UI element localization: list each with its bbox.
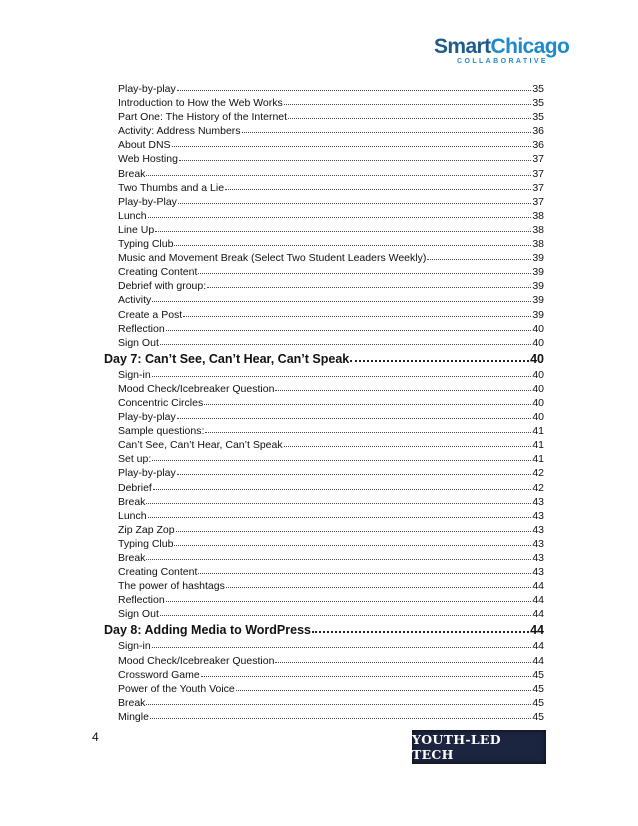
toc-entry[interactable] <box>104 251 544 265</box>
toc-entry[interactable] <box>104 124 544 138</box>
toc-leader-dots <box>177 409 532 419</box>
toc-leader-dots <box>198 264 531 274</box>
toc-entry-title: Two Thumbs and a Lie <box>118 181 225 194</box>
toc-entry-title: Sign Out <box>118 608 159 621</box>
logo-word-smart: Smart <box>434 35 491 58</box>
toc-page-number: 39 <box>532 266 544 279</box>
toc-page-number: 37 <box>532 167 544 180</box>
toc-entry-title: Sample questions: <box>118 425 205 438</box>
toc-entry[interactable] <box>104 96 544 110</box>
toc-leader-dots <box>152 451 531 461</box>
toc-entry[interactable] <box>104 279 544 293</box>
toc-entry-title: Sign Out <box>118 336 159 349</box>
toc-page-number: 38 <box>532 223 544 236</box>
toc-page-number: 43 <box>532 523 544 536</box>
toc-page-number: 36 <box>532 125 544 138</box>
toc-page-number: 45 <box>532 710 544 723</box>
toc-leader-dots <box>236 681 532 691</box>
toc-leader-dots <box>174 536 531 546</box>
toc-entry-title: Can’t See, Can’t Hear, Can’t Speak <box>118 439 283 452</box>
toc-page-number: 44 <box>532 580 544 593</box>
toc-entry-title: The power of hashtags <box>118 580 225 593</box>
toc-page-number: 41 <box>532 439 544 452</box>
toc-entry-title: Concentric Circles <box>118 396 204 409</box>
toc-leader-dots <box>242 123 532 133</box>
toc-entry-title: Activity: Address Numbers <box>118 125 241 138</box>
toc-entry[interactable] <box>104 438 544 452</box>
toc-entry[interactable] <box>104 237 544 251</box>
toc-entry-title: Creating Content <box>118 266 198 279</box>
toc-entry-title: Crossword Game <box>118 668 200 681</box>
toc-entry[interactable] <box>104 152 544 166</box>
toc-entry[interactable] <box>104 639 544 653</box>
toc-entry-title: Debrief with group: <box>118 280 207 293</box>
toc-entry[interactable] <box>104 466 544 480</box>
toc-leader-dots <box>201 667 532 677</box>
toc-entry[interactable] <box>104 322 544 336</box>
toc-page-number: 43 <box>532 509 544 522</box>
toc-entry-title: Reflection <box>118 594 165 607</box>
toc-page-number: 40 <box>532 336 544 349</box>
toc-leader-dots <box>155 222 531 232</box>
toc-page-number: 42 <box>532 481 544 494</box>
toc-leader-dots <box>178 194 531 204</box>
toc-entry[interactable] <box>104 209 544 223</box>
toc-entry[interactable] <box>104 682 544 696</box>
toc-page-number: 39 <box>532 308 544 321</box>
toc-entry[interactable] <box>104 181 544 195</box>
toc-entry-title: Debrief <box>118 481 152 494</box>
toc-leader-dots <box>275 381 531 391</box>
youth-led-tech-badge: YOUTH-LED TECH <box>412 730 546 764</box>
toc-entry[interactable] <box>104 607 544 621</box>
toc-page-number: 40 <box>532 411 544 424</box>
toc-entry[interactable] <box>104 551 544 565</box>
toc-entry[interactable] <box>104 523 544 537</box>
toc-page-number: 40 <box>532 382 544 395</box>
toc-leader-dots <box>177 465 532 475</box>
toc-entry[interactable] <box>104 696 544 710</box>
toc-entry[interactable] <box>104 452 544 466</box>
toc-entry[interactable] <box>104 565 544 579</box>
toc-leader-dots <box>174 236 531 246</box>
toc-entry[interactable] <box>104 336 544 350</box>
page-number: 4 <box>92 730 99 744</box>
toc-entry[interactable] <box>104 167 544 181</box>
toc-entry[interactable] <box>104 82 544 96</box>
toc-leader-dots <box>152 292 531 302</box>
toc-leader-dots <box>183 307 531 317</box>
toc-page-number: 41 <box>532 425 544 438</box>
toc-page-number: 43 <box>532 552 544 564</box>
toc-entry[interactable] <box>104 195 544 209</box>
toc-page-number: 40 <box>532 396 544 409</box>
toc-entry[interactable] <box>104 654 544 668</box>
toc-leader-dots <box>148 508 532 518</box>
toc-page-number: 44 <box>532 654 544 667</box>
toc-entry-title: Activity <box>118 294 152 307</box>
toc-entry[interactable] <box>104 308 544 322</box>
toc-page-number: 40 <box>532 368 544 381</box>
toc-leader-dots <box>152 367 532 377</box>
toc-entry-title: Play-by-Play <box>118 195 177 208</box>
toc-entry-title: Create a Post <box>118 308 183 321</box>
toc-entry-title: Music and Movement Break (Select Two Student Leaders Weekly) <box>118 252 427 265</box>
toc-leader-dots <box>350 351 529 362</box>
toc-entry[interactable] <box>104 293 544 307</box>
toc-entry-title: Play-by-play <box>118 411 176 424</box>
toc-entry-title: Play-by-play <box>118 83 176 95</box>
toc-leader-dots <box>153 480 531 490</box>
toc-leader-dots <box>172 137 532 147</box>
toc-page-number: 35 <box>532 111 544 124</box>
toc-entry[interactable] <box>104 396 544 410</box>
toc-entry[interactable] <box>104 424 544 438</box>
toc-page-number: 43 <box>532 566 544 579</box>
toc-leader-dots <box>146 166 531 176</box>
toc-page-number: 41 <box>532 453 544 466</box>
toc-page-number: 39 <box>532 252 544 265</box>
toc-entry-title: Sign-in <box>118 640 151 653</box>
toc-page-number: 44 <box>530 623 544 638</box>
toc-leader-dots <box>225 180 531 190</box>
toc-leader-dots <box>284 95 532 105</box>
toc-page-number: 39 <box>532 280 544 293</box>
toc-entry-title: Break <box>118 495 146 508</box>
toc-entry-title: About DNS <box>118 139 171 152</box>
toc-page-number: 43 <box>532 495 544 508</box>
toc-leader-dots <box>166 321 532 331</box>
toc-leader-dots <box>198 564 531 574</box>
table-of-contents <box>104 82 544 724</box>
toc-entry-title: Break <box>118 552 146 564</box>
toc-entry-title: Day 8: Adding Media to WordPress <box>104 623 311 638</box>
toc-entry-title: Power of the Youth Voice <box>118 682 235 695</box>
toc-leader-dots <box>160 606 531 616</box>
toc-entry-title: Play-by-play <box>118 467 176 480</box>
toc-entry[interactable] <box>104 537 544 551</box>
toc-entry-title: Lunch <box>118 509 147 522</box>
toc-page-number: 35 <box>532 83 544 95</box>
toc-entry-title: Break <box>118 696 146 709</box>
toc-section-heading[interactable] <box>104 350 544 368</box>
toc-page-number: 44 <box>532 608 544 621</box>
toc-page-number: 40 <box>530 351 544 366</box>
toc-page-number: 44 <box>532 640 544 653</box>
smart-chicago-logo <box>434 35 570 65</box>
toc-entry[interactable] <box>104 495 544 509</box>
toc-entry[interactable] <box>104 593 544 607</box>
toc-page-number: 45 <box>532 682 544 695</box>
toc-entry-title: Sign-in <box>118 368 151 381</box>
toc-entry-title: Mingle <box>118 710 149 723</box>
toc-page-number: 36 <box>532 139 544 152</box>
toc-entry-title: Mood Check/Icebreaker Question <box>118 382 275 395</box>
toc-entry[interactable] <box>104 265 544 279</box>
toc-page-number: 39 <box>532 294 544 307</box>
toc-page-number: 35 <box>532 97 544 110</box>
toc-entry[interactable] <box>104 710 544 724</box>
toc-entry-title: Typing Club <box>118 537 174 550</box>
toc-page-number: 45 <box>532 696 544 709</box>
toc-entry[interactable] <box>104 509 544 523</box>
toc-page-number: 43 <box>532 537 544 550</box>
toc-page-number: 40 <box>532 322 544 335</box>
toc-leader-dots <box>177 81 532 91</box>
toc-entry[interactable] <box>104 368 544 382</box>
toc-leader-dots <box>207 278 531 288</box>
toc-entry-title: Web Hosting <box>118 153 178 166</box>
toc-page-number: 38 <box>532 209 544 222</box>
toc-entry-title: Zip Zap Zop <box>118 523 175 536</box>
toc-entry-title: Set up: <box>118 453 152 466</box>
toc-page-number: 37 <box>532 153 544 166</box>
toc-section-heading[interactable] <box>104 621 544 639</box>
toc-leader-dots <box>176 522 532 532</box>
toc-entry[interactable] <box>104 579 544 593</box>
toc-leader-dots <box>150 709 531 719</box>
toc-page-number: 44 <box>532 594 544 607</box>
toc-entry[interactable] <box>104 138 544 152</box>
toc-leader-dots <box>146 550 531 560</box>
toc-page-number: 42 <box>532 467 544 480</box>
toc-leader-dots <box>148 208 532 218</box>
toc-entry-title: Creating Content <box>118 566 198 579</box>
toc-leader-dots <box>166 592 532 602</box>
toc-entry-title: Break <box>118 167 146 180</box>
toc-leader-dots <box>284 437 532 447</box>
toc-leader-dots <box>288 109 531 119</box>
toc-leader-dots <box>312 622 529 633</box>
toc-page-number: 45 <box>532 668 544 681</box>
toc-leader-dots <box>205 423 531 433</box>
logo-subtitle: COLLABORATIVE <box>457 58 548 65</box>
toc-entry[interactable] <box>104 110 544 124</box>
toc-entry[interactable] <box>104 481 544 495</box>
toc-entry-title: Introduction to How the Web Works <box>118 97 283 110</box>
toc-leader-dots <box>226 578 531 588</box>
toc-page-number: 37 <box>532 195 544 208</box>
toc-entry-title: Day 7: Can’t See, Can’t Hear, Can’t Speak <box>104 351 350 366</box>
toc-leader-dots <box>146 494 531 504</box>
toc-leader-dots <box>152 638 532 648</box>
toc-entry[interactable] <box>104 410 544 424</box>
toc-entry-title: Lunch <box>118 209 147 222</box>
toc-leader-dots <box>160 335 531 345</box>
toc-leader-dots <box>275 653 531 663</box>
toc-entry-title: Reflection <box>118 322 165 335</box>
toc-leader-dots <box>179 151 531 161</box>
logo-wordmark <box>434 35 570 58</box>
toc-entry-title: Part One: The History of the Internet <box>118 111 288 124</box>
toc-entry-title: Line Up <box>118 223 155 236</box>
toc-leader-dots <box>204 395 531 405</box>
toc-entry[interactable] <box>104 668 544 682</box>
toc-entry-title: Mood Check/Icebreaker Question <box>118 654 275 667</box>
toc-entry[interactable] <box>104 223 544 237</box>
toc-entry-title: Typing Club <box>118 238 174 251</box>
toc-entry[interactable] <box>104 382 544 396</box>
toc-page-number: 38 <box>532 238 544 251</box>
toc-leader-dots <box>146 695 531 705</box>
logo-word-chicago: Chicago <box>490 35 570 58</box>
toc-page-number: 37 <box>532 181 544 194</box>
toc-leader-dots <box>427 250 531 260</box>
